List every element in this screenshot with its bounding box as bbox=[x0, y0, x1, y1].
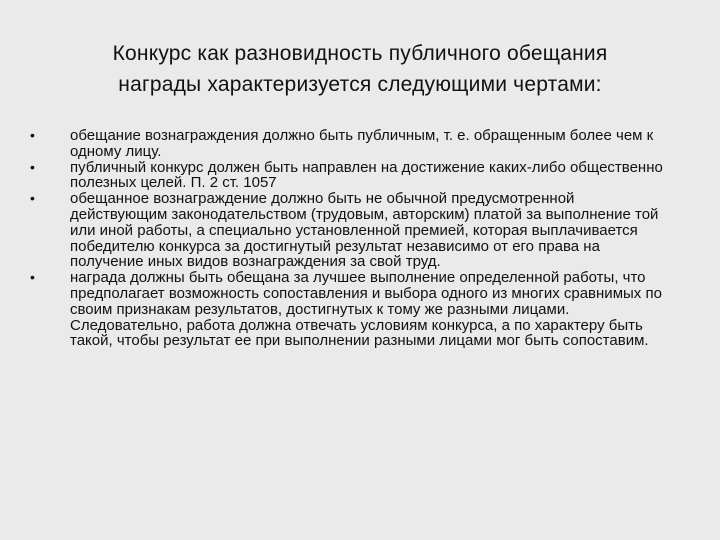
bullet-dot-icon: • bbox=[30, 269, 35, 286]
slide-title bbox=[40, 38, 680, 100]
bullet-item-3 bbox=[30, 191, 670, 270]
bullet-item-2 bbox=[30, 160, 670, 192]
bullet-dot-icon: • bbox=[30, 190, 35, 207]
bullet-text-2: публичный конкурс должен быть направлен на достижение каких-либо общественно полезных целей. П. 2 ст. 1057 bbox=[70, 158, 663, 192]
title-line-1: Конкурс как разновидность публичного обещания bbox=[112, 42, 608, 65]
bullet-dot-icon: • bbox=[30, 127, 35, 143]
bullet-dot-icon: • bbox=[30, 158, 35, 175]
bullet-list bbox=[30, 128, 670, 349]
bullet-text-1: обещание вознаграждения должно быть публичным, т. е. обращенным более чем к одному лицу. bbox=[70, 127, 654, 160]
bullet-text-4: награда должны быть обещана за лучшее выполнение определенной работы, что предполагает возможность сопоставления и выбора одного из многих сравнимых по своим признакам результатов, достигнутых к тому же разными лицами. Следовательно, работа должна отвечать условиям конкурса, а по характеру быть такой, чтобы результат ее при выполнении разными лицами мог быть сопоставим. bbox=[70, 269, 662, 350]
bullet-item-1 bbox=[30, 128, 670, 160]
bullet-item-4 bbox=[30, 270, 670, 349]
bullet-text-3: обещанное вознаграждение должно быть не обычной предусмотренной действующим законодательством (трудовым, авторским) платой за выполнение той или иной работы, а специально установленной премией, которая выплачивается победителю конкурса за достигнутый результат независимо от его права на получение иных видов вознаграждения за свой труд. bbox=[70, 190, 659, 271]
title-line-2: награды характеризуется следующими чертами: bbox=[118, 73, 602, 96]
